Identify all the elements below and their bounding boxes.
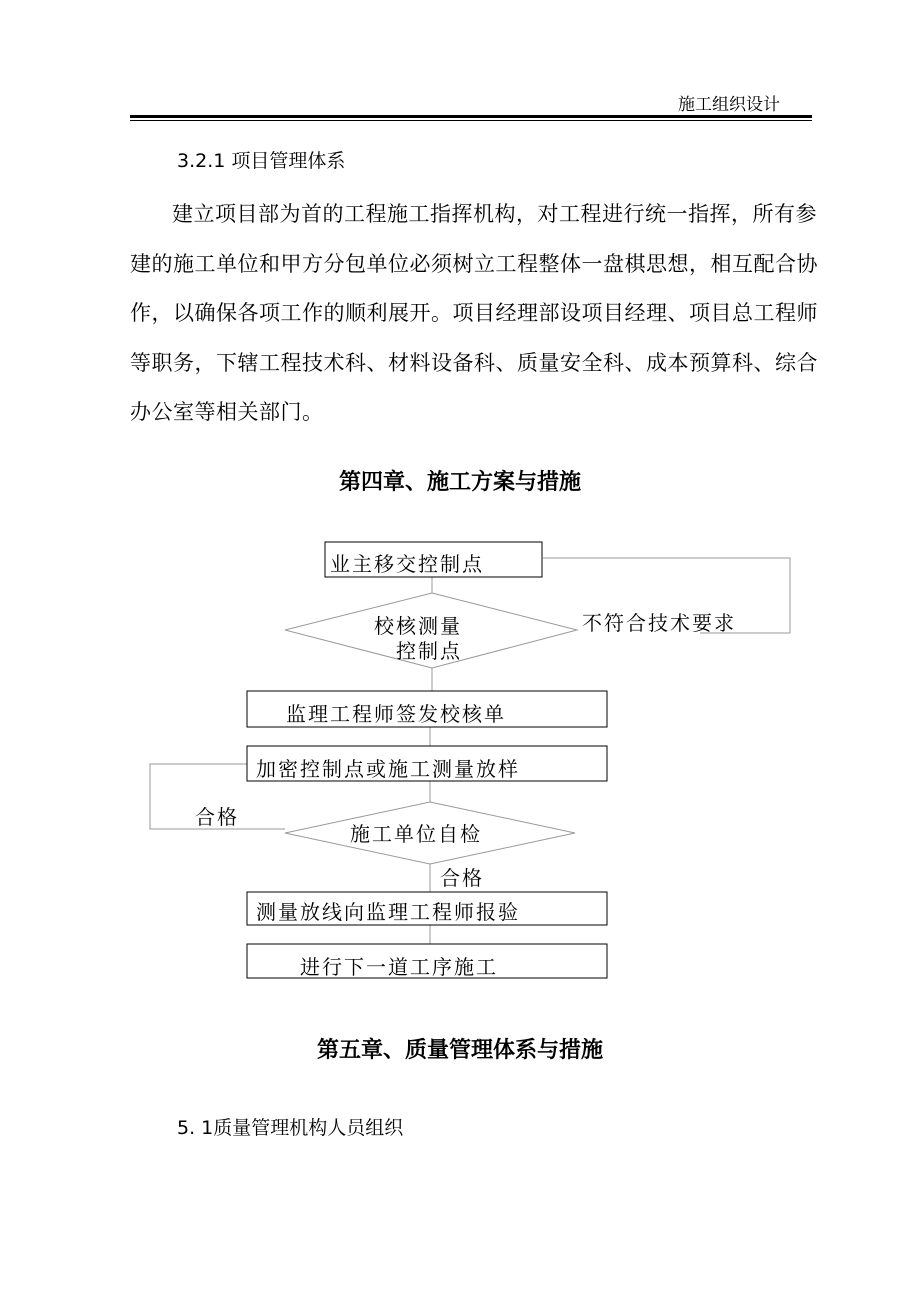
label-not-compliant: 不符合技术要求 (582, 611, 736, 635)
node-next-text: 进行下一道工序施工 (300, 955, 498, 979)
node-selfcheck-text: 施工单位自检 (350, 822, 482, 846)
node-handover-text: 业主移交控制点 (330, 552, 484, 576)
node-verify-text-2: 控制点 (396, 639, 462, 663)
chapter-5-title: 第五章、质量管理体系与措施 (316, 1038, 603, 1063)
node-verify-text-1: 校核测量 (374, 614, 462, 638)
section-heading-5-1: 5. 1质量管理机构人员组织 (177, 1117, 404, 1139)
label-pass-down: 合格 (440, 866, 484, 890)
project-management-paragraph: 建立项目部为首的工程施工指挥机构，对工程进行统一指挥，所有参建的施工单位和甲方分包单位必须树立工程整体一盘棋思想，相互配合协作，以确保各项工作的顺利展开。项目经理部设项目经理、项目总工程师等职务，下辖工程技术科、材料设备科、质量安全科、成本预算科、综合办公室等相关部门。 (130, 202, 818, 424)
section-heading-3-2-1: 3.2.1 项目管理体系 (177, 150, 346, 172)
header-title: 施工组织设计 (678, 95, 780, 115)
node-densify-text: 加密控制点或施工测量放样 (256, 757, 520, 781)
chapter-4-title: 第四章、施工方案与措施 (338, 470, 581, 495)
node-sign-text: 监理工程师签发校核单 (286, 702, 506, 726)
node-report-text: 测量放线向监理工程师报验 (256, 900, 520, 924)
label-pass-left: 合格 (195, 805, 239, 829)
